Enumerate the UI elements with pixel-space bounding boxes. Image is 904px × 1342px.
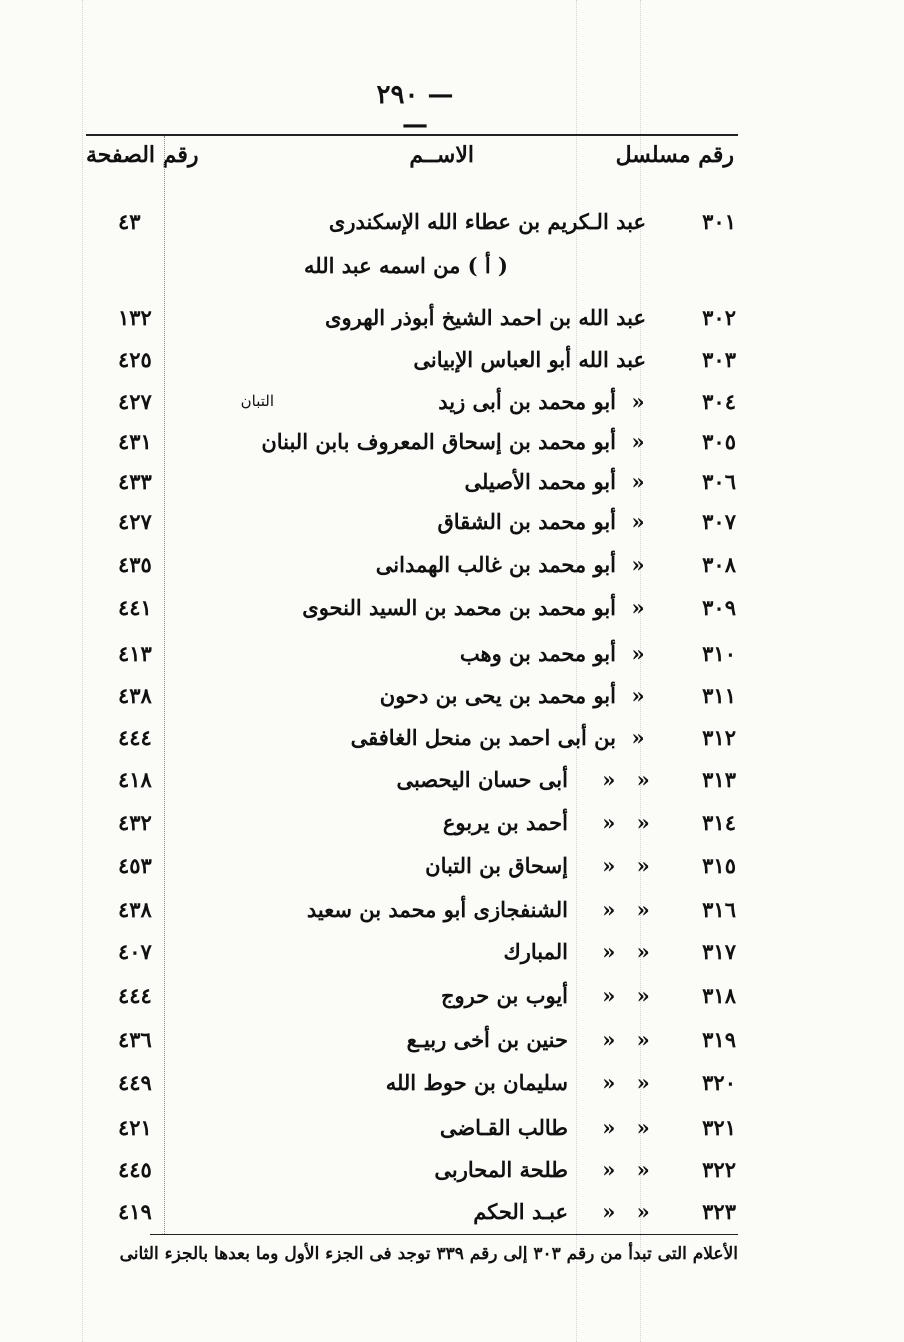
serial-number: ٣٠١ xyxy=(702,209,736,234)
person-name: أبو محمد بن يحى بن دحون xyxy=(379,683,616,708)
person-name: أبى حسان اليحصبى xyxy=(396,767,568,792)
table-row xyxy=(0,890,904,930)
ditto-mark: « « xyxy=(602,897,650,922)
person-name: الشنفجازى أبو محمد بن سعيد xyxy=(306,897,568,922)
table-row xyxy=(0,932,904,972)
page-reference: ٤٣٢ xyxy=(118,810,152,835)
serial-number: ٣١٧ xyxy=(702,939,736,964)
ditto-mark: « xyxy=(631,389,645,414)
table-row xyxy=(0,718,904,758)
person-name: إسحاق بن التبان xyxy=(425,853,568,878)
person-name: أبو محمد بن وهب xyxy=(459,641,616,666)
ditto-mark: « xyxy=(631,429,645,454)
table-row xyxy=(0,634,904,674)
page-reference: ٤١٣ xyxy=(118,641,152,666)
person-name: عبـد الحكم xyxy=(473,1199,568,1224)
table-row xyxy=(0,1192,904,1232)
serial-number: ٣٢٠ xyxy=(702,1070,736,1095)
person-name: أبو محمد بن محمد بن السيد النحوى xyxy=(302,595,616,620)
table-row xyxy=(0,1020,904,1060)
serial-number: ٣١٤ xyxy=(702,810,736,835)
serial-number: ٣١٥ xyxy=(702,853,736,878)
serial-number: ٣٠٩ xyxy=(702,595,736,620)
table-row xyxy=(0,976,904,1016)
table-row xyxy=(0,760,904,800)
table-row xyxy=(0,462,904,502)
table-row xyxy=(0,1150,904,1190)
ditto-mark: « xyxy=(631,641,645,666)
person-name: أبو محمد بن أبى زيد xyxy=(438,389,616,414)
page-reference: ٤٤٩ xyxy=(118,1070,152,1095)
table-row xyxy=(0,1063,904,1103)
ditto-mark: « « xyxy=(602,767,650,792)
table-row xyxy=(0,422,904,462)
serial-number: ٣٢١ xyxy=(702,1115,736,1140)
page-reference: ٤٤٤ xyxy=(118,983,152,1008)
person-name: أبو محمد بن غالب الهمدانى xyxy=(375,552,616,577)
ditto-mark: « xyxy=(631,509,645,534)
page-reference: ٤٣٥ xyxy=(118,552,152,577)
ditto-mark: « xyxy=(631,552,645,577)
person-name: طلحة المحاربى xyxy=(434,1157,568,1182)
table-row xyxy=(0,1108,904,1148)
ditto-mark: « « xyxy=(602,1115,650,1140)
page-reference: ٤٣٦ xyxy=(118,1027,152,1052)
page-number: — ٢٩٠ — xyxy=(376,80,454,140)
serial-number: ٣٠٨ xyxy=(702,552,736,577)
person-name: أبو محمد الأصيلى xyxy=(464,469,616,494)
footnote: الأعلام التى تبدأ من رقم ٣٠٣ إلى رقم ٣٣٩ توجد فى الجزء الأول وما بعدها بالجزء الثانى xyxy=(119,1244,738,1264)
ditto-mark: « « xyxy=(602,1199,650,1224)
table-row xyxy=(0,676,904,716)
page-reference: ٤٤١ xyxy=(118,595,152,620)
serial-number: ٣١٠ xyxy=(702,641,736,666)
table-row xyxy=(0,588,904,628)
table-row xyxy=(0,846,904,886)
ditto-mark: « « xyxy=(602,810,650,835)
serial-number: ٣١١ xyxy=(702,683,736,708)
table-row xyxy=(0,382,904,422)
serial-number: ٣١٣ xyxy=(702,767,736,792)
serial-number: ٣٠٣ xyxy=(702,347,736,372)
page-reference: ٤٤٥ xyxy=(118,1157,152,1182)
person-name: سليمان بن حوط الله xyxy=(385,1070,568,1095)
serial-number: ٣٢٢ xyxy=(702,1157,736,1182)
person-name: عبد الله أبو العباس الإبيانى xyxy=(413,347,646,372)
page-reference: ٤٢٥ xyxy=(118,347,152,372)
page-reference: ٤٣٨ xyxy=(118,683,152,708)
page-reference: ٤١٨ xyxy=(118,767,152,792)
page-reference: ١٣٢ xyxy=(118,305,152,330)
column-header-page: رقم الصفحة xyxy=(86,142,199,168)
table-row xyxy=(0,545,904,585)
page-reference: ٤٣١ xyxy=(118,429,152,454)
serial-number: ٣٠٥ xyxy=(702,429,736,454)
column-header-serial: رقم مسلسل xyxy=(615,142,734,168)
ditto-mark: « « xyxy=(602,1070,650,1095)
ditto-mark: « xyxy=(631,595,645,620)
ditto-mark: « xyxy=(631,725,645,750)
table-row xyxy=(0,340,904,380)
person-name: بن أبى احمد بن منحل الغافقى xyxy=(350,725,616,750)
page-reference: ٤٠٧ xyxy=(118,939,152,964)
table-row xyxy=(0,502,904,542)
table-row xyxy=(0,803,904,843)
person-name: أبو محمد بن إسحاق المعروف بابن البنان xyxy=(261,429,616,454)
ditto-mark: « « xyxy=(602,853,650,878)
ditto-mark: « « xyxy=(602,1157,650,1182)
page-reference: ٤٥٣ xyxy=(118,853,152,878)
column-header-name: الاســم xyxy=(409,142,474,168)
ditto-mark: « « xyxy=(602,983,650,1008)
person-name: أحمد بن يربوع xyxy=(442,810,568,835)
section-subheading: ( أ ) من اسمه عبد الله xyxy=(304,253,508,278)
margin-note: التبان xyxy=(240,392,274,410)
header-rule xyxy=(86,134,738,136)
person-name: حنين بن أخى ربيـع xyxy=(406,1027,568,1052)
serial-number: ٣٢٣ xyxy=(702,1199,736,1224)
footer-rule xyxy=(150,1234,738,1235)
serial-number: ٣١٨ xyxy=(702,983,736,1008)
page-reference: ٤٢٧ xyxy=(118,389,152,414)
serial-number: ٣١٩ xyxy=(702,1027,736,1052)
page-reference: ٤٤٤ xyxy=(118,725,152,750)
person-name: عبد الـكريم بن عطاء الله الإسكندرى xyxy=(328,209,646,234)
serial-number: ٣٠٦ xyxy=(702,469,736,494)
person-name: أيوب بن حروج xyxy=(440,983,568,1008)
page-reference: ٤٣٨ xyxy=(118,897,152,922)
person-name: عبد الله بن احمد الشيخ أبوذر الهروى xyxy=(325,305,646,330)
page-reference: ٤٢١ xyxy=(118,1115,152,1140)
serial-number: ٣٠٧ xyxy=(702,509,736,534)
serial-number: ٣١٢ xyxy=(702,725,736,750)
ditto-mark: « « xyxy=(602,939,650,964)
ditto-mark: « xyxy=(631,683,645,708)
serial-number: ٣٠٤ xyxy=(702,389,736,414)
person-name: المبارك xyxy=(503,939,568,964)
person-name: طالب القـاضى xyxy=(439,1115,568,1140)
table-row xyxy=(0,298,904,338)
table-row xyxy=(0,202,904,242)
ditto-mark: « xyxy=(631,469,645,494)
page-reference: ٤٢٧ xyxy=(118,509,152,534)
person-name: أبو محمد بن الشقاق xyxy=(437,509,616,534)
page-reference: ٤٣٣ xyxy=(118,469,152,494)
page-reference: ٤١٩ xyxy=(118,1199,152,1224)
page-reference: ٤٣ xyxy=(118,209,141,234)
ditto-mark: « « xyxy=(602,1027,650,1052)
serial-number: ٣١٦ xyxy=(702,897,736,922)
serial-number: ٣٠٢ xyxy=(702,305,736,330)
